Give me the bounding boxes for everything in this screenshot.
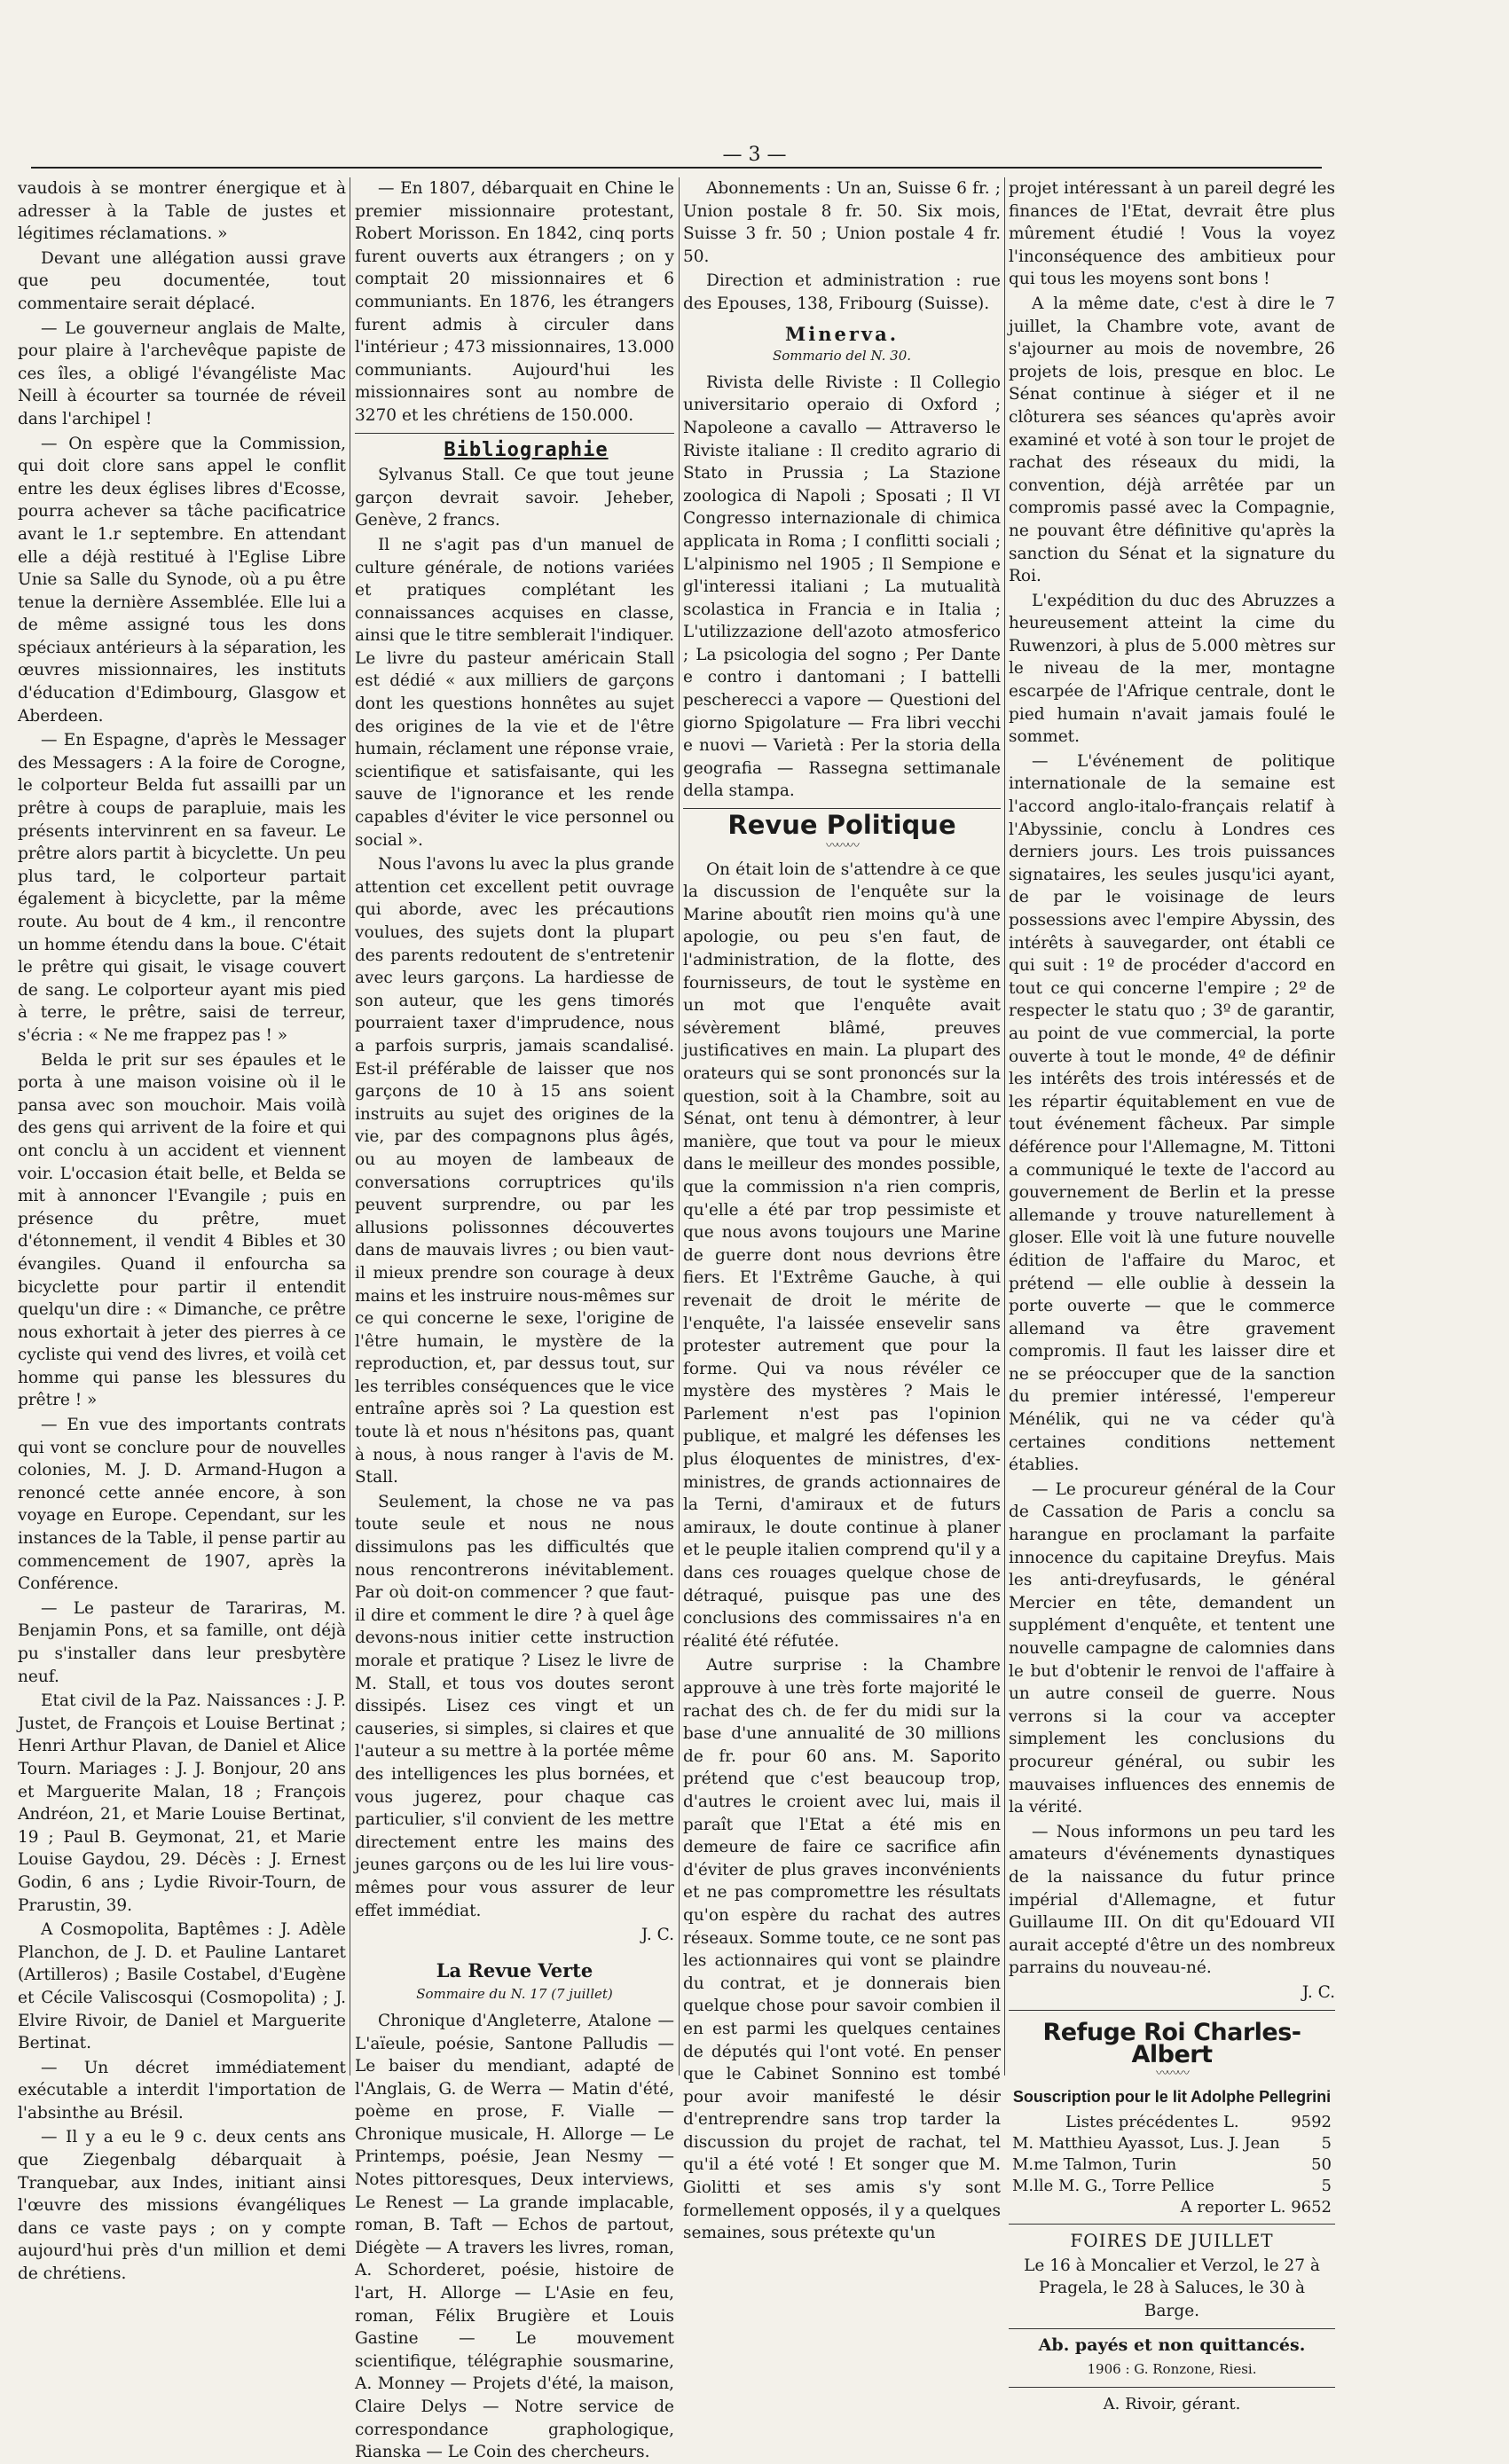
section-rule: [1009, 2328, 1335, 2329]
signature: J. C.: [641, 1926, 674, 1945]
paragraph: — Un décret immédiatement exécutable a interdit l'importation de l'absinthe au Brésil.: [18, 2058, 346, 2123]
bibliographie-title: Bibliographie: [444, 438, 609, 461]
ornament: 〰〰〰: [826, 838, 858, 853]
paragraph: Rivista delle Riviste : Il Collegio universitario operaio di Oxford ; Napoleone a cavallo — Attraverso le Riviste italiane : Il credito agrario di Stato in Prussia ; La Stazione zoologica di Napoli ; Sposati ; Il VI Congresso internazionale di chimica applicata in Roma ; I conflitti sociali ; L'alpinismo nel 1905 ; Il Sempione e gl'interessi italiani ; La mutualità scolastica in Francia e in Italia ; L'utilizzazione dell'azoto atmosferico ; La psicologia del sogno ; Per Dante e contro i dantomani ; I battelli peschereсci a vapore — Questioni del giorno Spigolature — Fra libri vecchi e nuovi — Varietà : Per la storia della geografia — Rassegna settimanale della stampa.: [683, 373, 1001, 801]
paragraph: — Le pasteur de Tarariras, M. Benjamin Pons, et sa famille, ont déjà pu s'installer dans leur presbytère neuf.: [18, 1598, 346, 1686]
page-number: — 3 —: [722, 144, 787, 166]
subscription-amount: 5: [1321, 2134, 1332, 2154]
paragraph: Nous l'avons lu avec la plus grande attention cet excellent petit ouvrage qui aborde, avec les précautions voulues, des sujets dont la plupart des parents redoutent de s'entretenir avec leurs garçons. La hardiesse de son auteur, que les gens timorés pourraient taxer d'imprudence, nous a parfois surpris, jamais scandalisé. Est-il préférable de laisser que nos garçons de 10 à 15 ans soient instruits au sujet des origines de la vie, par des compagnons plus âgés, ou au moyen de lambeaux de conversations corruptrices qu'ils peuvent surprendre, ou par les allusions polissonnes découvertes dans de mauvais livres ; ou bien vaut-il mieux prendre son courage à deux mains et les instruire nous-mêmes sur ce qui concerne le sexe, l'origine de l'être humain, le mystère de la reproduction, et, par dessus tout, sur les terribles conséquences que le vice entraîne après soi ? La question est toute là et nous n'hésitons pas, quant à nous, à nous ranger à l'avis de M. Stall.: [355, 855, 674, 1487]
column-3: [683, 177, 1001, 2243]
paragraph: — En vue des importants contrats qui vont se conclure pour de nouvelles colonies, M. J. D. Armand-Hugon a renoncé cette année encore, à son voyage en Europe. Cependant, sur les instances de la Table, il pense partir au commencement de 1907, après la Conférence.: [18, 1416, 346, 1594]
gerant-signature: A. Rivoir, gérant.: [1103, 2394, 1241, 2413]
paragraph: Il ne s'agit pas d'un manuel de culture générale, de notions variées et pratiques complétant les connaissances acquises en classe, ainsi que le titre semblerait l'indiquer. Le livre du pasteur américain Stall est dédié « aux milliers de garçons dont les questions honnêtes au sujet des origines de la vie et de l'être humain, réclament une réponse vraie, scientifique et satisfaisante, qui les sauve de l'ignorance et les rende capables d'éviter le vice personnel ou social ».: [355, 535, 674, 850]
section-rule: [1009, 2224, 1335, 2225]
revue-verte-sommaire: Sommaire du N. 17 (7 juillet): [416, 1986, 613, 2003]
subscription-row: [1009, 2112, 1335, 2133]
abonnements: Abonnements : Un an, Suisse 6 fr. ; Union postale 8 fr. 50. Six mois, Suisse 3 fr. 50 ; Union postale 4 fr. 50.: [683, 179, 1001, 266]
subscription-total-row: [1009, 2197, 1335, 2218]
minerva-title: Minerva.: [784, 322, 900, 345]
paragraph: — Le gouverneur anglais de Malte, pour plaire à l'archevêque papiste de ces îles, a obligé l'évangéliste Mac Neill à écourter sa tournée de réveil dans l'archipel !: [18, 318, 346, 428]
section-rule: [683, 808, 1001, 809]
paragraph: Seulement, la chose ne va pas toute seule et nous ne nous dissimulons pas les difficultés que nous rencontrerons inévitablement. Par où doit-on commencer ? que faut-il dire et comment le dire ? à quel âge devons-nous initier cette instruction morale et pratique ? Lisez le livre de M. Stall, et tous vos doutes seront dissipés. Lisez ces vingt et un causeries, si simples, si claires et que l'auteur a su mettre à la portée même des intelligences les plus bornées, et vous jugerez, pour chaque cas particulier, s'il convient de les mettre directement entre les mains des jeunes garçons ou de les lui lire vous-mêmes pour vous assurer de leur effet immédiat.: [355, 1492, 674, 1920]
column-divider: [679, 177, 680, 2076]
paragraph: projet intéressant à un pareil degré les finances de l'Etat, devrait être plus mûrement étudié ! Vous la voyez l'inconséquence des ambitieux pour qui tous les moyens sont bons !: [1009, 179, 1335, 289]
section-rule: [355, 433, 674, 434]
souscription-title: Souscription pour le lit Adolphe Pellegrini: [1012, 2087, 1332, 2106]
minerva-sommaire: Sommario del N. 30.: [772, 348, 912, 365]
foires-text: Le 16 à Moncalier et Verzol, le 27 à Pragela, le 28 à Saluces, le 30 à Barge.: [1024, 2256, 1320, 2321]
column-divider: [1004, 177, 1005, 2076]
paragraph: Sylvanus Stall. Ce que tout jeune garçon devrait savoir. Jeheber, Genève, 2 francs.: [355, 466, 674, 530]
section-rule: [1009, 2010, 1335, 2011]
paragraph: Chronique d'Angleterre, Atalone — L'aïeule, poésie, Santone Palludis — Le baiser du mendiant, adapté de l'Anglais, G. de Werra — Matin d'été, poème en prose, F. Vialle — Chronique musicale, H. Allorge — Le Printemps, poésie, Jean Nesmy — Notes pittoresques, Deux interviews, Le Renest — La grande implacable, roman, B. Taft — Echos de partout, Diégète — A travers les livres, roman, A. Schorderet, poésie, histoire de l'art, H. Allorge — L'Asie en feu, roman, Félix Brugière et Louis Gastine — Le mouvement scientifique, télégraphie sousmarine, A. Monney — Projets d'été, la maison, Claire Delys — Notre service de correspondance graphologique, Rianska — Le Coin des chercheurs.: [355, 2011, 674, 2462]
paragraph: — Il y a eu le 9 c. deux cents ans que Ziegenbalg débarquait à Tranquebar, aux Indes, initiant ainsi l'œuvre des missions évangéliques dans ce vaste pays ; on y compte aujourd'hui près d'un million et demi de chrétiens.: [18, 2128, 346, 2284]
paragraph: Autre surprise : la Chambre approuve à une très forte majorité le rachat des ch. de fer du midi sur la base d'une annualité de 30 millions de fr. pour 60 ans. M. Saporito prétend que c'est beaucoup trop, d'autres le croient avec lui, mais il paraît que l'Etat a été mis en demeure de faire ce sacrifice afin d'éviter de plus graves inconvénients et ne pas compromettre les résultats qu'on espère du rachat des autres réseaux. Somme toute, ce ne sont pas les actionnaires qui vont se plaindre du contrat, et je donnerais bien quelque chose pour savoir combien il en est parmi les quelques centaines de députés qui l'ont voté. En penser que le Cabinet Sonnino est tombé pour avoir manifesté le désir d'entreprendre sans trop tarder la discussion du projet de rachat, tel qu'il a été voté ! Et songer que M. Giolitti et ses amis s'y sont formellement opposés, il y a quelques semaines, sous prétexte qu'un: [683, 1656, 1001, 2243]
paragraph: Devant une allégation aussi grave que peu documentée, tout commentaire serait déplacé.: [18, 248, 346, 313]
paragraph: — Le procureur général de la Cour de Cassation de Paris a conclu sa harangue en proclamant la parfaite innocence du capitaine Dreyfus. Mais les anti-dreyfusards, le général Mercier en tête, demandent un supplément d'enquête, et tentent une nouvelle campagne de calomnies dans le but d'obtenir le renvoi de l'affaire à un autre conseil de guerre. Nous verrons si la cour va accepter simplement les conclusions du procureur général, ou subir les mauvaises influences des ennemis de la vérité.: [1009, 1479, 1335, 1817]
paragraph: — On espère que la Commission, qui doit clore sans appel le conflit entre les deux églises libres d'Ecosse, pourra achever sa tâche pacificatrice avant le 1.r septembre. En attendant elle a déjà restitué à l'Eglise Libre Unie sa Salle du Synode, où a pu être tenue la dernière Assemblée. Elle lui a de même assigné tous les dons spéciaux antérieurs à la séparation, les œuvres missionnaires, les instituts d'éducation d'Edimbourg, Glasgow et Aberdeen.: [18, 434, 346, 726]
paragraph: vaudois à se montrer énergique et à adresser à la Table de justes et légitimes réclamations. »: [18, 179, 346, 244]
direction: Direction et administration : rue des Epouses, 138, Fribourg (Suisse).: [683, 271, 1001, 313]
bibliographie-heading: [355, 439, 674, 463]
subscription-amount: 5: [1321, 2177, 1332, 2196]
subscription-row: [1009, 2154, 1335, 2176]
paragraph: — Nous informons un peu tard les amateurs d'événements dynastiques de la naissance du futur prince impérial d'Allemagne, et futur Guillaume III. On dit qu'Edouard VII aurait accepté d'être un des nombreux parrains du nouveau-né.: [1009, 1822, 1335, 1978]
paragraph: Etat civil de la Paz. Naissances : J. P. Justet, de François et Louise Bertinat ; Henri Arthur Plavan, de Daniel et Alice Tourn. Mariages : J. J. Bonjour, 20 ans et Marguerite Malan, 18 ; François Andréon, 21, et Marie Louise Bertinat, 19 ; Paul B. Geymonat, 21, et Marie Louise Gaydou, 29. Décès : J. Ernest Godin, 6 ans ; Lydie Rivoir-Tourn, de Prarustin, 39.: [18, 1691, 346, 1915]
subscription-label: M. Matthieu Ayassot, Lus. J. Jean: [1012, 2134, 1280, 2154]
paragraph: A Cosmopolita, Baptêmes : J. Adèle Planchon, de J. D. et Pauline Lantaret (Artilleros) ; Basile Costabel, d'Eugène et Cécile Valiscosqui (Cosmopolita) ; J. Elvire Rivoir, de Daniel et Marguerite Bertinat.: [18, 1920, 346, 2053]
paragraph: L'expédition du duc des Abruzzes a heureusement atteint la cime du Ruwenzori, à plus de 5.000 mètres sur le niveau de la mer, montagne escarpée de l'Afrique centrale, dont le pied humain n'avait jamais foulé le sommet.: [1009, 591, 1335, 747]
subscription-row: [1009, 2133, 1335, 2154]
subscription-amount: 50: [1311, 2155, 1332, 2175]
signature: J. C.: [1301, 1982, 1335, 2002]
paragraph: — En 1807, débarquait en Chine le premier missionnaire protestant, Robert Morisson. En 1842, cinq ports furent ouverts aux étrangers ; on y comptait 20 missionnaires et 6 communiants. En 1876, les étrangers furent admis à circuler dans l'intérieur ; 473 missionnaires, 13.000 communiants. Aujourd'hui les missionnaires sont au nombre de 3270 et les chrétiens de 150.000.: [355, 179, 674, 425]
column-2: [355, 177, 674, 2462]
subscription-label: Listes précédentes L.: [1065, 2113, 1239, 2132]
revue-politique-title: Revue Politique: [727, 810, 956, 841]
revue-verte-title: La Revue Verte: [436, 1958, 593, 1981]
column-1: [18, 177, 346, 2284]
abonnes-text: 1906 : G. Ronzone, Riesi.: [1087, 2361, 1257, 2378]
subscription-amount: 9592: [1291, 2113, 1332, 2132]
paragraph: On était loin de s'attendre à ce que la discussion de l'enquête sur la Marine aboutît rien moins qu'à une apologie, ou peu s'en faut, de l'administration, de la flotte, des fournisseurs, de tout le système en un mot que l'enquête avait sévèrement blâmé, preuves justificatives en main. La plupart des orateurs qui se sont prononcés sur la question, soit à la Chambre, soit au Sénat, ont tenu à démontrer, à leur manière, que tout va pour le mieux dans le meilleur des mondes possible, que la commission n'a rien compris, qu'elle a été par trop pessimiste et que nous avons toujours une Marine de guerre dont nous devrions être fiers. Et l'Extrême Gauche, à qui revenait de droit le mérite de l'enquête, l'a laissée ensevelir sans protester autrement que pour la forme. Qui va nous révéler ce mystère des mystères ? Mais le Parlement n'est pas l'opinion publique, et malgré les défenses les plus éloquentes de ministres, d'ex-ministres, de grands actionnaires de la Terni, d'amiraux et de futurs amiraux, le doute continue à planer et le peuple italien comprend qu'il y a dans ces rouages quelque chose de détraqué, puisque pas une des conclusions des commissaires n'a en réalité été réfutée.: [683, 859, 1001, 1651]
subscription-label: M.me Talmon, Turin: [1012, 2155, 1177, 2175]
subscription-total: A reporter L. 9652: [1180, 2198, 1332, 2217]
ornament: 〰〰〰: [1156, 2066, 1188, 2081]
subscription-label: M.lle M. G., Torre Pellice: [1012, 2177, 1214, 2196]
top-rule: [31, 167, 1322, 169]
paragraph: A la même date, c'est à dire le 7 juillet, la Chambre vote, avant de s'ajourner au mois de novembre, 26 projets de lois, presque en bloc. Le Sénat continue à siéger et il ne clôturera ses séances qu'après avoir examiné et voté à son tour le projet de rachat des réseaux du midi, la convention, déjà arrêtée par un compromis passé avec la Compagnie, ne pouvant être définitive qu'après la sanction du Sénat et la signature du Roi.: [1009, 294, 1335, 586]
column-4: [1009, 177, 1335, 2413]
section-rule: [1009, 2387, 1335, 2388]
paragraph: — L'événement de politique internationale de la semaine est l'accord anglo-italo-français relatif à l'Abyssinie, conclu à Londres ces derniers jours. Les trois puissances signataires, les seules jusqu'ici ayant, de par le voisinage de leurs possessions avec l'empire Abyssin, des intérêts à sauvegarder, ont établi ce qui suit : 1º de procéder d'accord en tout ce qui concerne l'empire ; 2º de respecter le statu quo ; 3º de garantir, au point de vue commercial, la porte ouverte à tout le monde, 4º de définir les intérêts des trois intéressés et de les répartir équitablement en vue de tout événement fâcheux. Par simple déférence pour l'Allemagne, M. Tittoni a communiqué le texte de l'accord au gouvernement de Berlin et la presse allemande y trouve naturellement à gloser. Elle voit là une future nouvelle édition de l'affaire du Maroc, et prétend — elle oublie à dessein la porte ouverte — que le commerce allemand va être gravement compromis. Il faut les laisser dire et ne se préoccuper que de la sanction du premier intéressé, l'empereur Ménélik, qui ne va céder qu'à certaines conditions nettement établies.: [1009, 751, 1335, 1475]
foires-title: FOIRES DE JUILLET: [1070, 2230, 1274, 2252]
paragraph: Belda le prit sur ses épaules et le porta à une maison voisine où il le pansa avec son mouchoir. Mais voilà des gens qui arrivent de la foire et qui ont conclu à un accident et viennent voir. L'occasion était belle, et Belda se mit à annoncer l'Evangile ; puis en présence du prêtre, muet d'étonnement, il vendit 4 Bibles et 30 évangiles. Quand il enfourcha sa bicyclette pour partir il entendit quelqu'un dire : « Dimanche, ce prêtre nous exhortait à jeter des pierres à ce cycliste qui vend des livres, et voilà cet homme qui panse les blessures du prêtre ! »: [18, 1050, 346, 1410]
refuge-title: Refuge Roi Charles-Albert: [1042, 2018, 1301, 2069]
subscription-row: [1009, 2176, 1335, 2197]
abonnes-title: Ab. payés et non quittancés.: [1038, 2335, 1306, 2355]
paragraph: — En Espagne, d'après le Messager des Messagers : A la foire de Corogne, le colporteur Belda fut assailli par un prêtre à coups de parapluie, mais les présents intervinrent en sa faveur. Le prêtre alors partit à bicyclette. Un peu plus tard, le colporteur partait également à bicyclette, par la même route. Au bout de 4 km., il rencontre un homme étendu dans la boue. C'était le prêtre qui gisait, le visage couvert de sang. Le colporteur ayant mis pied à terre, le prêtre, saisi de terreur, s'écria : « Ne me frappez pas ! »: [18, 731, 346, 1045]
